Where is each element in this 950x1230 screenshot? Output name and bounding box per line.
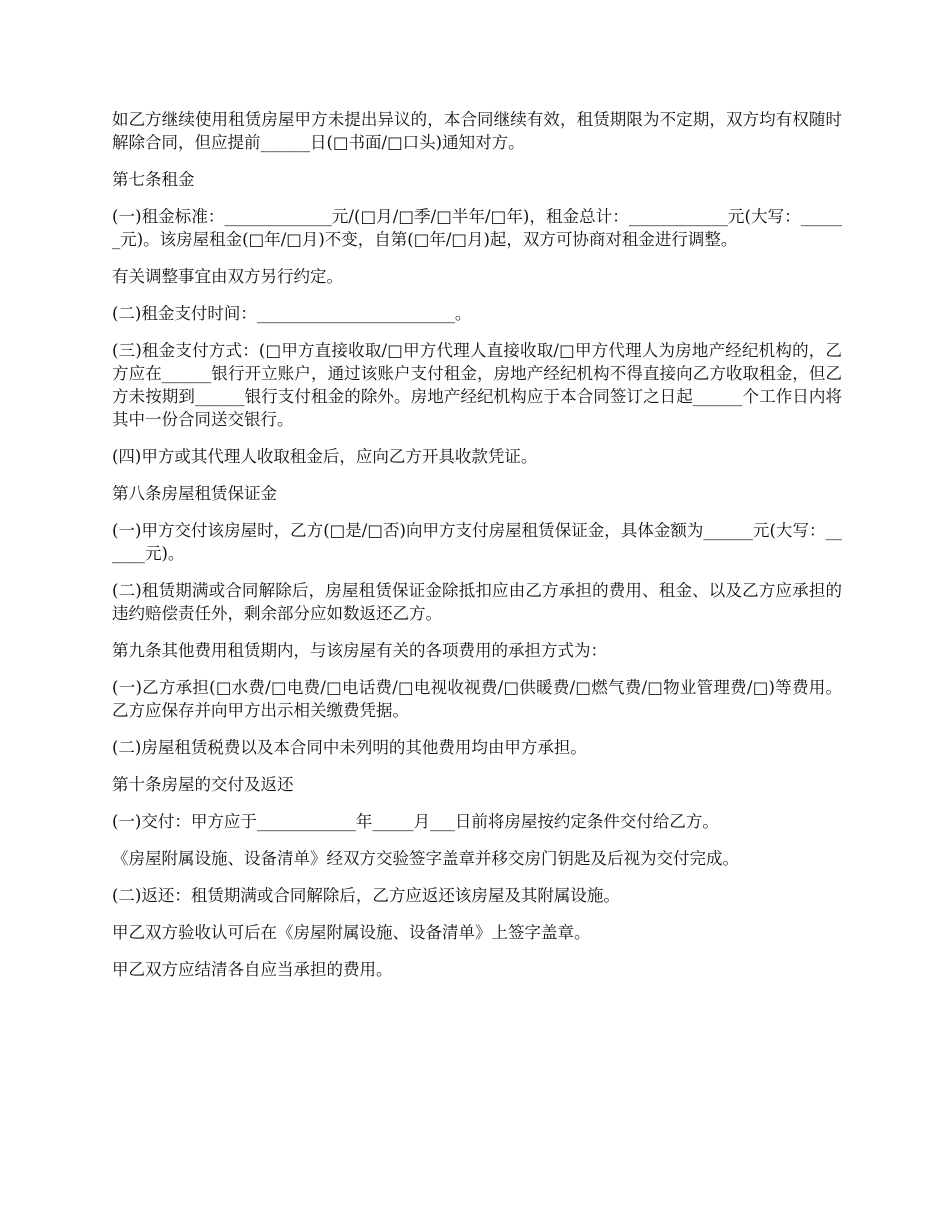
paragraph-delivery-complete: 《房屋附属设施、设备清单》经双方交验签字盖章并移交房门钥匙及后视为交付完成。 [112,849,739,868]
paragraph-settle-fees: 甲乙双方应结清各自应当承担的费用。 [112,960,393,979]
document-body [112,108,842,995]
article-8-heading: 第八条房屋租赁保证金 [112,484,277,503]
paragraph-deposit-return: (二)租赁期满或合同解除后，房屋租赁保证金除抵扣应由乙方承担的费用、租金、以及乙方应承担的违约赔偿责任外，剩余部分应如数返还乙方。 [112,581,842,623]
paragraph-renewal-notice: 如乙方继续使用租赁房屋甲方未提出异议的，本合同继续有效，租赁期限为不定期，双方均有权随时解除合同，但应提前______日(□书面/□口头)通知对方。 [112,110,842,152]
paragraph-return: (二)返还：租赁期满或合同解除后，乙方应返还该房屋及其附属设施。 [112,886,620,905]
article-10-heading: 第十条房屋的交付及返还 [112,775,294,794]
paragraph-rent-standard: (一)租金标准：_____________元/(□月/□季/□半年/□年)，租金总计：____________元(大写：______元)。该房屋租金(□年/□月)不变，自第(□年/□月)起，双方可协商对租金进行调整。 [112,207,842,249]
paragraph-landlord-fees: (二)房屋租赁税费以及本合同中未列明的其他费用均由甲方承担。 [112,738,587,757]
article-9-heading: 第九条其他费用租赁期内，与该房屋有关的各项费用的承担方式为： [112,641,607,660]
paragraph-rent-adjustment: 有关调整事宜由双方另行约定。 [112,267,343,286]
paragraph-rent-payment-method: (三)租金支付方式：(□甲方直接收取/□甲方代理人直接收取/□甲方代理人为房地产经纪机构的，乙方应在______银行开立账户，通过该账户支付租金，房地产经纪机构不得直接向乙方收取租金，但乙方未按期到______银行支付租金的除外。房地产经纪机构应于本合同签订之日起______个工作日内将其中一份合同送交银行。 [112,341,842,429]
paragraph-rent-receipt: (四)甲方或其代理人收取租金后，应向乙方开具收款凭证。 [112,447,538,466]
paragraph-delivery-date: (一)交付：甲方应于____________年_____月___日前将房屋按约定条件交付给乙方。 [112,812,719,831]
paragraph-deposit-amount: (一)甲方交付该房屋时，乙方(□是/□否)向甲方支付房屋租赁保证金，具体金额为______元(大写：______元)。 [112,521,842,563]
paragraph-inspection-signing: 甲乙双方验收认可后在《房屋附属设施、设备清单》上签字盖章。 [112,923,591,942]
paragraph-rent-payment-time: (二)租金支付时间：________________________。 [112,304,472,323]
paragraph-tenant-fees: (一)乙方承担(□水费/□电费/□电话费/□电视收视费/□供暖费/□燃气费/□物业管理费/□)等费用。乙方应保存并向甲方出示相关缴费凭据。 [112,678,842,720]
article-7-heading: 第七条租金 [112,170,195,189]
